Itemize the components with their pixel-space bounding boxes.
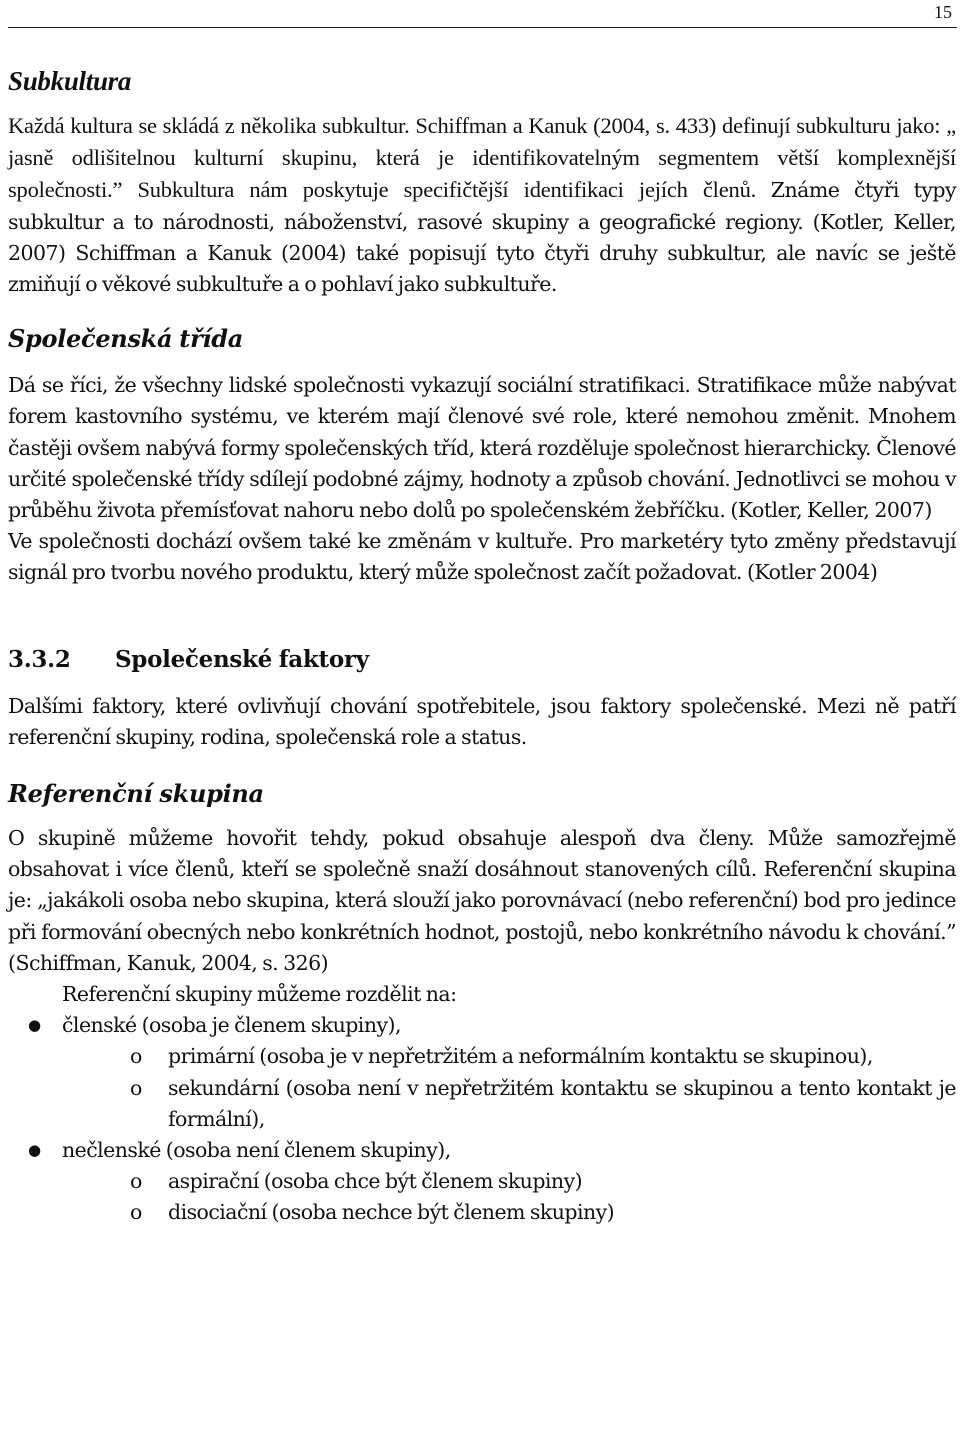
list-item-neclenske — [8, 1135, 956, 1166]
paragraph-subkultura-part-a: Každá kultura se skládá z několika subkultur. Schiffman a Kanuk (2004, s. 433) definují subkulturu jako: „ jasně odlišitelnou kulturní skupinu, která je identifikovatelným segmentem větší komplexnější společnosti.” Subkultura nám poskytuje specifičtější identifikaci jejích členů. — [8, 113, 956, 203]
sublist-clenske — [8, 1041, 956, 1135]
group-type-list — [8, 1010, 956, 1041]
section-heading — [8, 641, 956, 679]
heading-subkultura: Subkultura — [8, 66, 132, 96]
list-intro: Referenční skupiny můžeme rozdělit na: — [62, 982, 457, 1007]
document-body — [8, 62, 956, 1229]
heading-spolecenska-trida: Společenská třída — [8, 324, 243, 354]
heading-referencni-skupina: Referenční skupina — [8, 779, 264, 809]
list-item-label: členské (osoba je členem skupiny), — [62, 1013, 401, 1038]
sublist-item-text: primární (osoba je v nepřetržitém a neformálním kontaktu se skupinou), — [168, 1044, 873, 1069]
paragraph-subkultura-part-b: Známe čtyři typy subkultur a to národnosti, náboženství, rasové skupiny a geografické regiony. (Kotler, Keller, 2007) Schiffman a Kanuk (2004) také popisují tyto čtyři druhy subkultur, ale navíc se ještě zmiňují o věkové subkultuře a o pohlaví jako subkultuře. — [8, 178, 956, 297]
list-marker: o — [130, 1075, 142, 1100]
list-item-clenske — [8, 1010, 956, 1041]
list-marker: o — [130, 1044, 142, 1069]
sublist-item-aspiracni — [8, 1166, 956, 1197]
header-rule — [8, 27, 957, 28]
paragraph-spolecenske-faktory: Dalšími faktory, které ovlivňují chování spotřebitele, jsou faktory společenské. Mezi ně patří referenční skupiny, rodina, společenská role a status. — [8, 693, 956, 749]
section-title: Společenské faktory — [115, 645, 369, 673]
sublist-item-disociacni — [8, 1197, 956, 1228]
sublist-item-text: disociační (osoba nechce být členem skupiny) — [168, 1200, 615, 1225]
sublist-item-text: aspirační (osoba chce být členem skupiny) — [168, 1169, 583, 1194]
sublist-neclenske — [8, 1166, 956, 1228]
sublist-item-text: sekundární (osoba není v nepřetržitém kontaktu se skupinou a tento kontakt je formální), — [168, 1075, 956, 1131]
section-number: 3.3.2 — [8, 645, 71, 673]
paragraph-spolecenska-trida-2: Ve společnosti dochází ovšem také ke změnám v kultuře. Pro marketéry tyto změny představují signál pro tvorbu nového produktu, který může společnost začít požadovat. (Kotler 2004) — [8, 529, 956, 585]
page-number: 15 — [934, 2, 952, 22]
paragraph-subkultura — [8, 110, 956, 300]
sublist-item-primarni — [8, 1041, 956, 1072]
list-marker: o — [130, 1169, 142, 1194]
list-item-label: nečlenské (osoba není členem skupiny), — [62, 1138, 451, 1163]
paragraph-spolecenska-trida-1: Dá se říci, že všechny lidské společnosti vykazují sociální stratifikaci. Stratifikace může nabývat forem kastovního systému, ve kterém mají členové své role, které nemohou změnit. Mnohem častěji ovšem nabývá formy společenských tříd, která rozděluje společnost hierarchicky. Členové určité společenské třídy sdílejí podobné zájmy, hodnoty a způsob chování. Jednotlivci se mohou v průběhu života přemísťovat nahoru nebo dolů po společenském žebříčku. (Kotler, Keller, 2007) — [8, 373, 956, 523]
paragraph-referencni-skupina: O skupině můžeme hovořit tehdy, pokud obsahuje alespoň dva členy. Může samozřejmě obsahovat i více členů, kteří se společně snaží dosáhnout stanovených cílů. Referenční skupina je: „jakákoli osoba nebo skupina, která slouží jako porovnávací (nebo referenční) bod pro jedince při formování obecných nebo konkrétních hodnot, postojů, nebo konkrétního návodu k chování.” (Schiffman, Kanuk, 2004, s. 326) — [8, 826, 956, 975]
group-type-list-2 — [8, 1135, 956, 1166]
list-marker: o — [130, 1200, 142, 1225]
sublist-item-sekundarni — [8, 1073, 956, 1135]
